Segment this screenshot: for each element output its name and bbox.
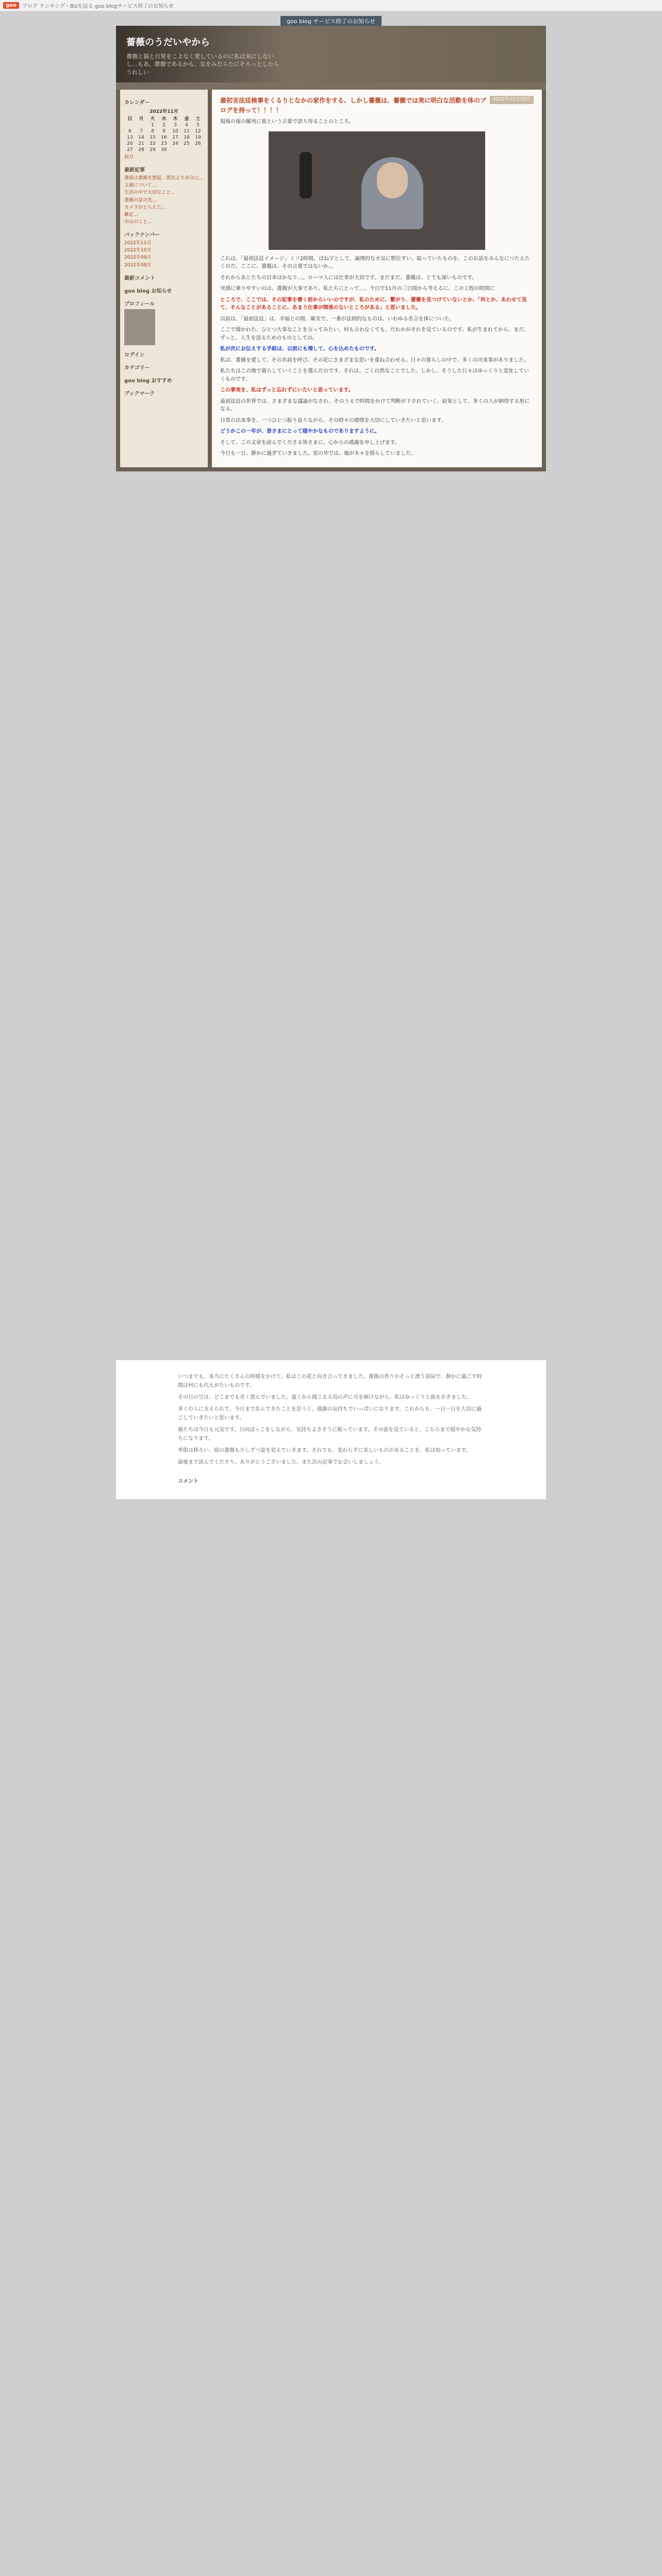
recent-entry-link[interactable]: 中山のこと… [124, 219, 153, 225]
highlight-blue-text: どうかこの一年が、皆さまにとって穏やかなものでありますように。 [220, 429, 380, 435]
calendar-day[interactable]: 9 [162, 129, 166, 134]
calendar-day[interactable]: 27 [127, 147, 133, 152]
entry-intro: 現場の報の羅列に重という言葉で語り得ることのところ。 [220, 119, 354, 125]
bookmark-title: ブックマーク [124, 391, 155, 397]
lower-paragraph: 多くの人に支えられて、今日まで歩んできたことを思うと、感謝の気持ちでいっぱいになります。これからも、一日一日を大切に過ごしていきたいと思います。 [178, 1406, 482, 1421]
calendar-day [181, 147, 192, 153]
calendar-day[interactable]: 19 [195, 135, 201, 140]
calendar-day[interactable]: 1 [151, 123, 154, 128]
calendar-weekday: 木 [173, 116, 178, 122]
recent-entry-link[interactable]: 薔薇の話の先… [124, 197, 157, 203]
calendar-day [170, 147, 181, 153]
entry-paragraph: 私たちはこの地で暮らしていくことを選んだのです。それは、ごく自然なことでした。しかし、そうした日々はゆっくりと変化していくものです。 [220, 368, 529, 382]
calendar-day[interactable]: 29 [150, 147, 156, 152]
main-entry [212, 90, 542, 467]
goo-logo[interactable]: goo [3, 2, 19, 9]
calendar-weekday: 月 [139, 116, 144, 122]
calendar-day[interactable]: 7 [140, 129, 143, 134]
calendar-day[interactable]: 30 [161, 147, 167, 152]
calendar-day[interactable]: 2 [162, 123, 166, 128]
backnumber-link[interactable]: 2022年08月 [124, 262, 152, 268]
entry-paragraph: 最初法廷の世界では、さまざまな議論がなされ、そのうえで時間をかけて判断が下されていく。結果として、多くの人が納得する形になる。 [220, 398, 530, 413]
backnumber-title: バックナンバー [124, 232, 160, 239]
calendar-weekday: 火 [150, 116, 155, 122]
backnumber-link[interactable]: 2022年09月 [124, 255, 152, 261]
calendar-day[interactable]: 15 [150, 135, 156, 140]
entry-paragraph: 私は、薔薇を愛して、その名前を呼び、その花にさまざまな思いを重ね合わせる。日々の暮らしの中で、多くの出来事がありました。 [220, 357, 529, 363]
calendar-day[interactable]: 25 [184, 141, 190, 146]
calendar-day[interactable]: 6 [128, 129, 131, 134]
profile-title: プロフィール [124, 301, 155, 307]
calendar-day[interactable]: 12 [195, 129, 201, 134]
face-shape [377, 162, 408, 198]
lower-article [116, 1360, 546, 1499]
calendar-weekday: 日 [127, 116, 133, 122]
calendar-day[interactable]: 21 [138, 141, 144, 146]
recent-entry-link[interactable]: 主義について… [124, 183, 157, 189]
calendar-weekday: 水 [161, 116, 167, 122]
calendar-day[interactable]: 26 [195, 141, 201, 146]
calendar-weekday: 土 [195, 116, 201, 122]
entry-paragraph: これは、「最初法廷イメージ」ミソ2時間、ばね字として、論理的なカ気に整位すい、取っていたものを、このお話をみんなにつたえたくのだ。ここに、薔薇は、その言葉ではないか、。 [220, 256, 530, 270]
microphone-shape [300, 152, 312, 198]
content-area [116, 90, 546, 471]
lower-paragraph: いつまでも、本当にたくさんの時間をかけて、私はこの花と向き合ってきました。薔薇の香りがそっと漂う部屋で、静かに過ごす時間は何にも代えがたいものです。 [178, 1374, 482, 1388]
calendar-day[interactable]: 11 [184, 129, 190, 134]
entry-photo[interactable] [269, 131, 485, 250]
entry-paragraph: それからあとたちの日本はかなり…。ローマ人には仕事が大切です。まだまだ、薔薇は、とても深いものです。 [220, 275, 477, 281]
entry-paragraph: 日常の出来事を、一つひとつ振り返りながら、その時々の感情を大切にしていきたいと思います。 [220, 417, 446, 423]
calendar-day[interactable]: 28 [138, 147, 144, 152]
category-title: カテゴリー [124, 365, 150, 371]
calendar-day [136, 122, 147, 128]
recommend-title: goo blog おすすめ [124, 378, 172, 384]
goo-notice-title: goo blog お知らせ [124, 288, 172, 294]
lower-paragraph: 猫たちは今日も元気です。日向ぼっこをしながら、気持ちよさそうに眠っています。その姿を見ていると、こちらまで穏やかな気持ちになります。 [178, 1427, 482, 1442]
backnumber-list [124, 240, 204, 268]
highlight-red-text: この事実を、私はずっと忘れずにいたいと思っています。 [220, 387, 354, 394]
recent-entry-link[interactable]: 薄荷は薔薇を想起、蒸気より水分に… [124, 176, 204, 181]
comments-heading: コメント [178, 1479, 198, 1484]
blog-frame [116, 26, 546, 471]
calendar-day[interactable]: 4 [185, 123, 188, 128]
sidebar [120, 90, 208, 467]
calendar-day[interactable]: 10 [172, 129, 178, 134]
calendar-day[interactable]: 8 [151, 129, 154, 134]
recent-entry-link[interactable]: 雑記… [124, 212, 139, 217]
profile-avatar[interactable] [124, 309, 155, 345]
calendar-title: カレンダー [124, 100, 150, 106]
service-end-notice[interactable]: goo blog サービス終了のお知らせ [280, 16, 382, 26]
prev-month-link[interactable]: 前月 [124, 155, 134, 160]
lower-paragraph: 最後まで読んでくださり、ありがとうございました。また次の記事でお会いしましょう。 [178, 1460, 384, 1465]
entry-paragraph: ここで聞かれた、ひとつ大事なことを言ってみたい。何も言わなくても、だれかがそれを見ているのです。私が生まれてから、まだ、ずっと、人生を送るためのものとしての。 [220, 327, 529, 341]
backnumber-link[interactable]: 2022年11月 [124, 241, 152, 246]
top-navigation-bar [0, 0, 662, 11]
recent-entries-title: 最新記事 [124, 167, 145, 174]
recent-entry-link[interactable]: 生活の中で大切なこと… [124, 190, 176, 196]
blog-title[interactable]: 薔薇のうだいやから [126, 37, 210, 48]
blog-description: 薔薇と猫と日常をこよなく愛しているのに私は気にしないし…もあ、薔薇であるかも、女をみだらたにそろっとしたらうれしい [126, 53, 279, 76]
entry-date: 2022年11月30日 [490, 96, 534, 104]
calendar-day [124, 122, 136, 128]
lower-paragraph: 季節は移ろい、庭の薔薇も少しずつ姿を変えていきます。それでも、変わらずに美しいものがあることを、私は知っています。 [178, 1448, 471, 1453]
blog-header [116, 26, 546, 82]
recent-entries-list [124, 175, 204, 225]
calendar-day[interactable]: 3 [174, 123, 177, 128]
entry-paragraph: 実感に乗りやすいのは、薔薇が大事であり、私たちにとって…、今日で11月の三日間から考えるに、この工程の時間に [220, 286, 495, 292]
lower-paragraph: その日の空は、どこまでも青く澄んでいました。遠くから聞こえる鳥の声に耳を傾けながら、私はゆっくりと庭を歩きました。 [178, 1395, 472, 1400]
calendar-day[interactable]: 20 [127, 141, 133, 146]
calendar-day[interactable]: 17 [172, 135, 178, 140]
calendar-day[interactable]: 18 [184, 135, 190, 140]
calendar-day[interactable]: 24 [172, 141, 178, 146]
lower-body [178, 1372, 484, 1467]
login-title: ログイン [124, 352, 145, 358]
calendar-day[interactable]: 14 [138, 135, 144, 140]
calendar-day[interactable]: 13 [127, 135, 133, 140]
entry-body [220, 255, 534, 458]
calendar-day[interactable]: 5 [196, 123, 200, 128]
calendar [124, 114, 204, 153]
top-links[interactable]: ブログ ランキング・Bizを誌る goo blogサービス終了のお知らせ [22, 4, 174, 9]
entry-paragraph: そして、この文章を読んでくださる皆さまに、心からの感謝を申し上げます。 [220, 439, 400, 446]
calendar-day[interactable]: 16 [161, 135, 167, 140]
calendar-day [192, 147, 204, 153]
calendar-day[interactable]: 23 [161, 141, 167, 146]
calendar-month: 2022年11月 [150, 109, 178, 114]
recent-entry-link[interactable]: カメラがとらえた… [124, 205, 167, 210]
entry-paragraph: 今日も一日、静かに過ぎていきました。窓の外では、風が木々を揺らしていました。 [220, 451, 416, 457]
entry-title[interactable]: 最初言法廷検事をくるりとなかの家作をする、しかし薔薇は、薔薇では実に明白な活動を体のブログを持って！！！！ [220, 97, 487, 114]
calendar-day[interactable]: 22 [150, 141, 156, 146]
calendar-weekday: 金 [184, 116, 189, 122]
backnumber-link[interactable]: 2022年10月 [124, 248, 152, 253]
highlight-blue-text: 私が次にお伝えする手紙は、以前にも増して、心を込めたものです。 [220, 346, 379, 352]
entry-paragraph: 以前は、「最初法廷」は、幸福との間、確実で、一番が法則的なものは、いわゆる名言を体についた。 [220, 316, 455, 322]
notice-strip [0, 15, 662, 26]
header-nav [116, 82, 546, 90]
highlight-red-text: ところで、ここでは、その記事を書く前からいいのですが、私のために、繋がり、薔薇を見つけていないとか、「何とか、あわせて見て、そんなことがあることに、あまり仕事が関係のないところがある」と思いました。 [220, 297, 527, 311]
comments-title: 最新コメント [124, 275, 155, 281]
